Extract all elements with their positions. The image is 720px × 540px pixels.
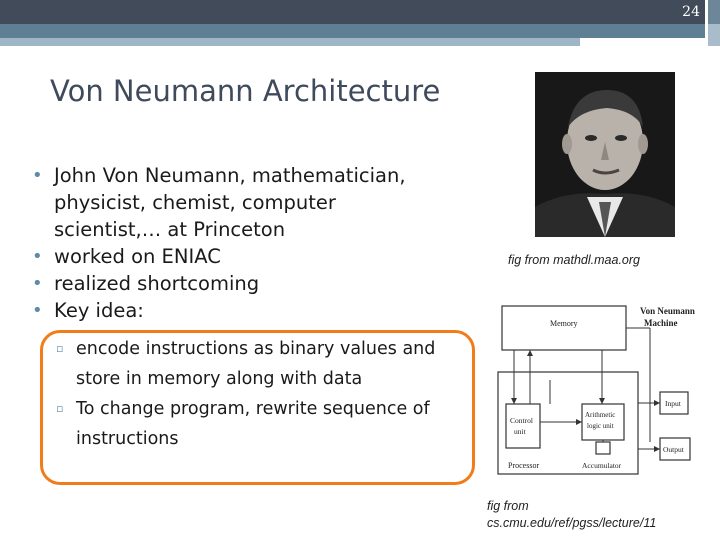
alu-label-line1: Arithmetic [585,411,616,419]
memory-label: Memory [550,319,578,328]
header-accent-band [0,24,705,38]
bullet-item [30,270,500,297]
sub-bullet-line: encode instructions as binary values and [76,339,436,359]
alu-label-line2: logic unit [587,422,614,430]
bullet-dot-icon: • [32,273,43,294]
header-right-strip-light [708,24,720,46]
photo-caption: fig from mathdl.maa.org [508,253,640,267]
von-neumann-diagram [490,292,695,482]
bullet-line: realized shortcoming [54,272,260,295]
input-label: Input [665,399,681,408]
portrait-photo [535,72,675,237]
header-bar [0,0,705,24]
bullet-line: scientist,… at Princeton [54,218,286,241]
square-bullet-icon: ▫ [56,402,64,415]
bullet-dot-icon: • [32,165,43,186]
slide-number: 24 [682,4,700,20]
bullet-line: John Von Neumann, mathematician, [54,164,406,187]
bullet-line: worked on ENIAC [54,245,221,268]
bullet-line: physicist, chemist, computer [54,191,336,214]
portrait-icon [535,72,675,237]
slide-title: Von Neumann Architecture [50,74,441,108]
memory-box [502,306,626,350]
diagram-caption [487,498,656,532]
bullet-dot-icon: • [32,300,43,321]
diagram-caption-line: cs.cmu.edu/ref/pgss/lecture/11 [487,516,657,530]
control-unit-label-line2: unit [514,427,526,436]
diagram-title-line1: Von Neumann [640,306,695,316]
diagram-title-line2: Machine [644,318,678,328]
accumulator-label: Accumulator [582,461,622,470]
sub-bullet-line: To change program, rewrite sequence of [76,399,430,419]
bullet-item [30,162,500,243]
output-label: Output [663,445,684,454]
control-unit-box [506,404,540,448]
processor-label: Processor [508,461,540,470]
key-idea-highlight [40,330,475,485]
accumulator-box [596,442,610,454]
diagram-caption-line: fig from [487,499,529,513]
control-unit-label-line1: Control [510,416,533,425]
sub-bullet-line: store in memory along with data [76,369,363,389]
bullet-dot-icon: • [32,246,43,267]
sub-bullet-line: instructions [76,429,179,449]
bullet-line: Key idea: [54,299,144,322]
header-light-band [0,38,580,46]
bullet-item [30,243,500,270]
square-bullet-icon: ▫ [56,342,64,355]
